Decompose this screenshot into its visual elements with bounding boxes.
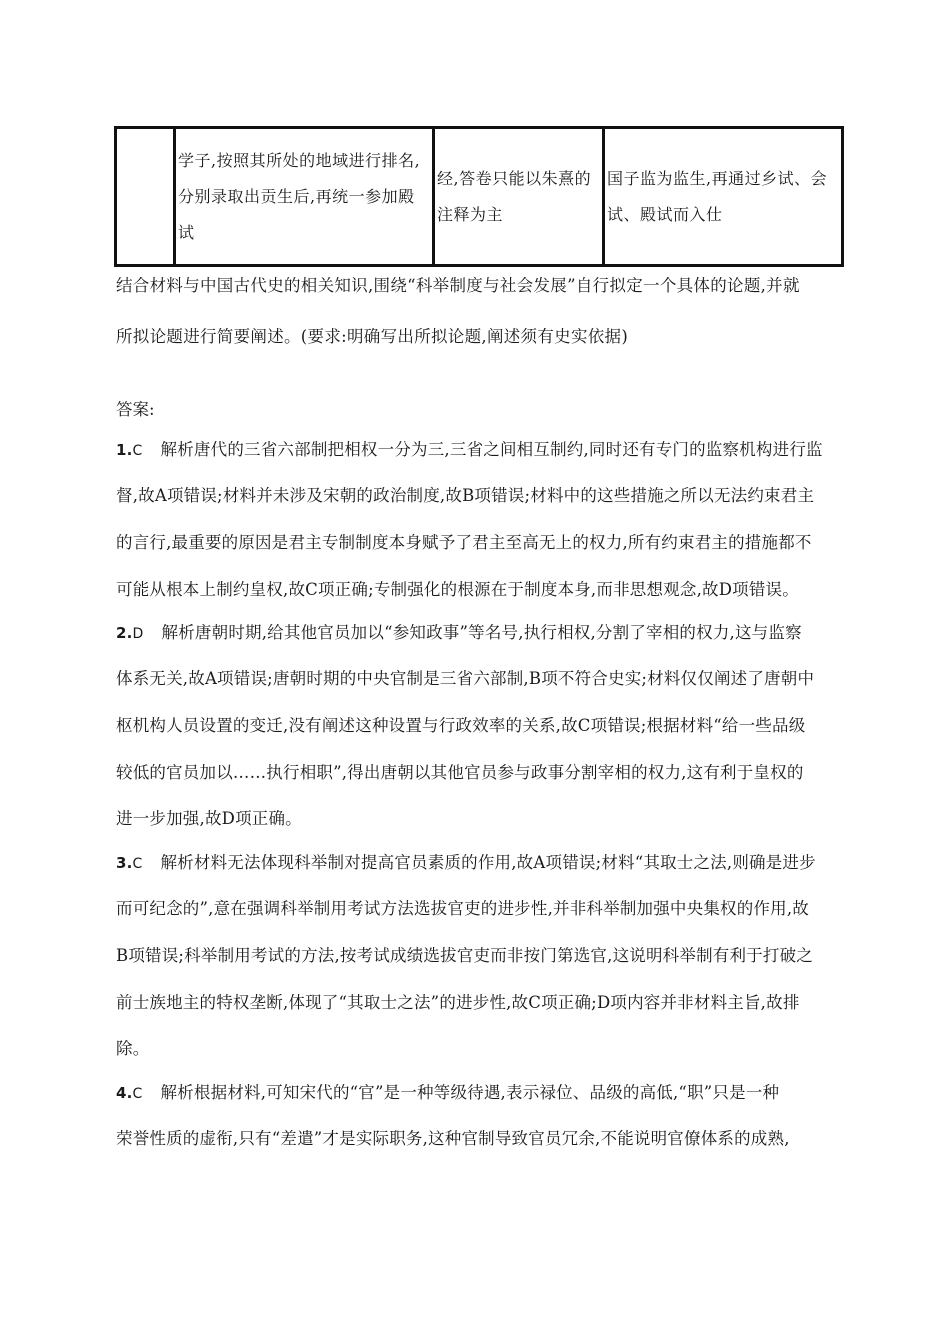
- cell-line: 经,答卷只能以朱熹的: [437, 168, 592, 188]
- answer-option: D: [132, 626, 144, 642]
- answer-4-line: [116, 1079, 779, 1103]
- answer-number: 2.: [116, 624, 133, 642]
- answer-number: 1.: [116, 441, 133, 459]
- table-cell-path: [604, 128, 843, 266]
- answer-2-line: 进一步加强,故D项正确。: [116, 809, 302, 828]
- prompt-line: 所拟论题进行简要阐述。(要求:明确写出所拟论题,阐述须有史实依据): [116, 327, 629, 346]
- answer-2-line: [116, 619, 802, 643]
- answer-option: C: [132, 1086, 143, 1102]
- cell-line: 试: [178, 222, 195, 242]
- answer-label: 答案:: [116, 400, 155, 419]
- answer-2-line: 枢机构人员设置的变迁,没有阐述这种设置与行政效率的关系,故C项错误;根据材料“给一些品级: [116, 716, 806, 735]
- answer-text: 解析唐朝时期,给其他官员加以“参知政事”等名号,执行相权,分割了宰相的权力,这与监察: [161, 623, 802, 642]
- answer-3-line: 前士族地主的特权垄断,体现了“其取士之法”的进步性,故C项正确;D项内容并非材料主旨,故排: [116, 993, 800, 1012]
- cell-line: 分别录取出贡生后,再统一参加殿: [178, 186, 415, 206]
- cell-line: 学子,按照其所处的地域进行排名,: [178, 150, 421, 170]
- answer-option: C: [132, 443, 143, 459]
- answer-3-line: 而可纪念的”,意在强调科举制用考试方法选拔官吏的进步性,并非科举制加强中央集权的作用,故: [116, 899, 809, 918]
- answer-text: 解析材料无法体现科举制对提高官员素质的作用,故A项错误;材料“其取士之法,则确是进步: [160, 853, 816, 872]
- cell-line: 试、殿试而入仕: [607, 204, 723, 224]
- answer-option: C: [132, 856, 143, 872]
- cell-line: 国子监为监生,再通过乡试、会: [607, 168, 828, 188]
- answer-1-line: [116, 436, 823, 460]
- answer-2-line: 体系无关,故A项错误;唐朝时期的中央官制是三省六部制,B项不符合史实;材料仅仅阐述了唐朝中: [116, 669, 815, 688]
- answer-3-line: 除。: [116, 1039, 150, 1058]
- answer-2-line: 较低的官员加以……执行相职”,得出唐朝以其他官员参与政事分割宰相的权力,这有利于皇权的: [116, 763, 804, 782]
- answer-text: 解析根据材料,可知宋代的“官”是一种等级待遇,表示禄位、品级的高低,“职”只是一种: [160, 1083, 780, 1102]
- answer-4-line: 荣誉性质的虚衔,只有“差遣”才是实际职务,这种官制导致官员冗余,不能说明官僚体系的成熟,: [116, 1129, 790, 1148]
- answer-3-line: B项错误;科举制用考试的方法,按考试成绩选拔官吏而非按门第选官,这说明科举制有利于打破之: [116, 946, 813, 965]
- table-cell-ranking: [175, 128, 434, 266]
- answer-1-line: 的言行,最重要的原因是君主专制制度本身赋予了君主至高无上的权力,所有约束君主的措施都不: [116, 533, 812, 552]
- answer-1-line: 可能从根本上制约皇权,故C项正确;专制强化的根源在于制度本身,而非思想观念,故D项错误。: [116, 580, 799, 599]
- answer-1-line: 督,故A项错误;材料并未涉及宋朝的政治制度,故B项错误;材料中的这些措施之所以无法约束君主: [116, 486, 815, 505]
- answer-number: 3.: [116, 854, 133, 872]
- answer-text: 解析唐代的三省六部制把相权一分为三,三省之间相互制约,同时还有专门的监察机构进行监: [160, 440, 823, 459]
- prompt-line: 结合材料与中国古代史的相关知识,围绕“科举制度与社会发展”自行拟定一个具体的论题,并就: [116, 276, 800, 295]
- table-row: [116, 128, 843, 266]
- table-cell-empty: [116, 128, 175, 266]
- cell-line: 注释为主: [437, 204, 504, 224]
- table-cell-content: [434, 128, 604, 266]
- exam-comparison-table: [114, 126, 844, 267]
- answer-number: 4.: [116, 1084, 133, 1102]
- answer-3-line: [116, 849, 816, 873]
